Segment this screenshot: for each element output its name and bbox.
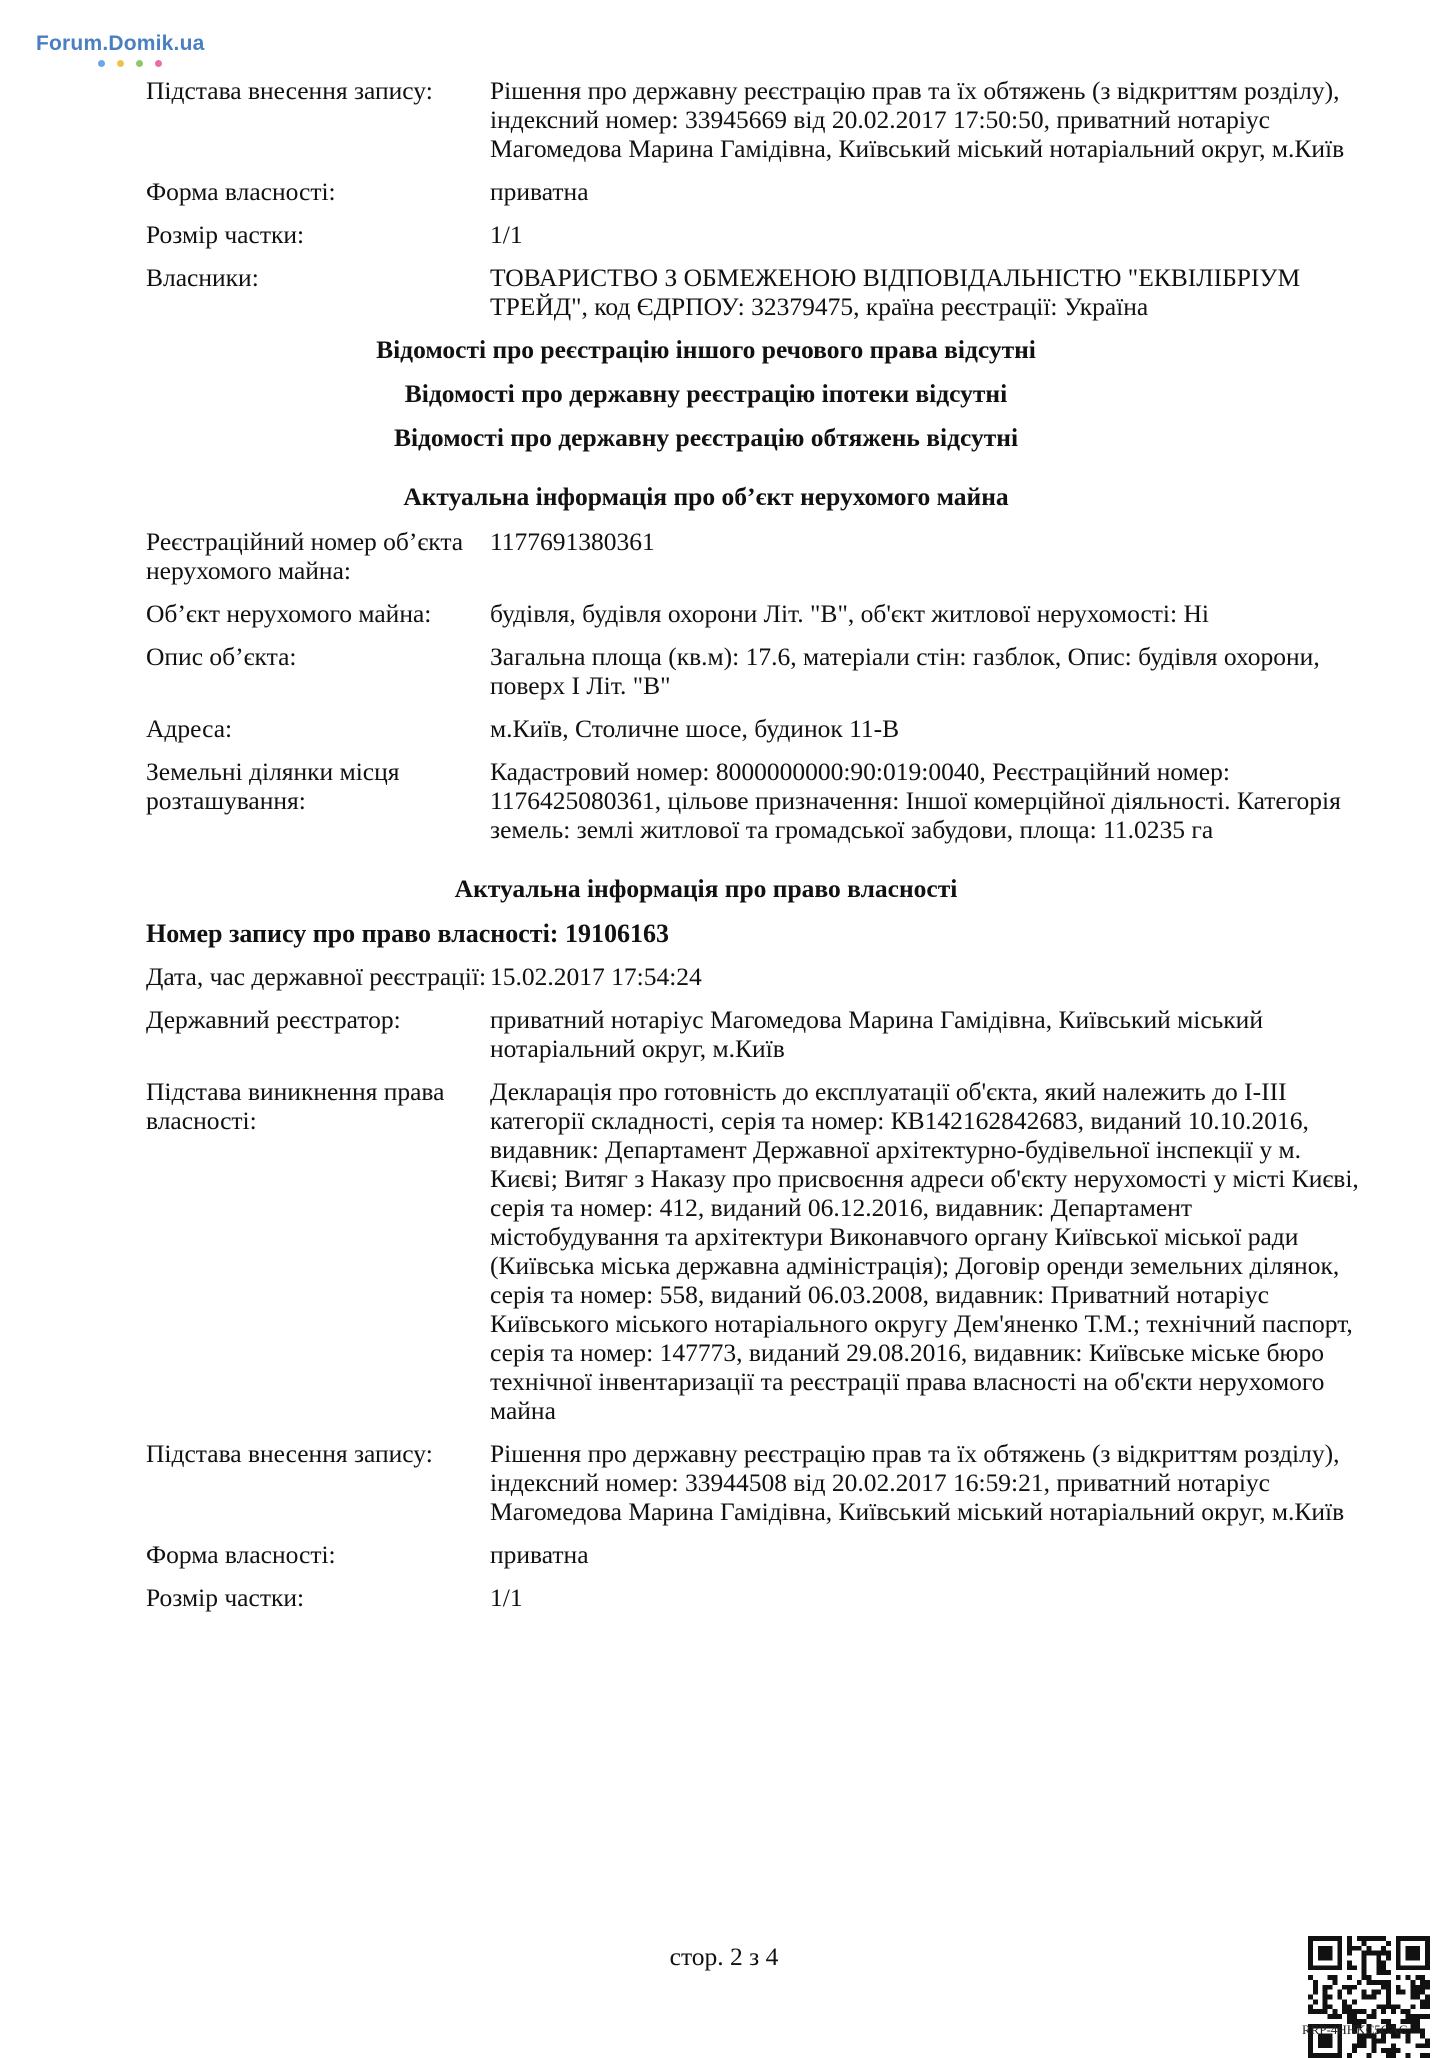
object-section-title: Актуальна інформація про об’єкт нерухомого майна [403,482,1009,511]
field-value: ТОВАРИСТВО З ОБМЕЖЕНОЮ ВІДПОВІДАЛЬНІСТЮ "ЕКВІЛІБРІУМ ТРЕЙД", код ЄДРПОУ: 32379475, країна реєстрації: Україна [490,263,1301,321]
field-value: приватна [490,177,589,206]
field-value: 1/1 [490,220,523,249]
page-number: стор. 2 з 4 [669,1942,779,1971]
field-label: Розмір частки: [146,1583,305,1612]
field-row [146,642,1366,700]
watermark-dot [117,60,124,67]
ownership-section [146,962,1366,1612]
field-value: будівля, будівля охорони Літ. "В", об'єкт житлової нерухомості: Ні [490,599,1209,628]
field-value: приватна [490,1540,589,1569]
field-label: Адреса: [146,714,233,743]
field-label: Дата, час державної реєстрації: [146,962,487,991]
field-row [146,757,1366,844]
object-section [146,527,1366,844]
field-value: 1/1 [490,1583,523,1612]
field-label: Державний реєстратор: [146,1005,401,1034]
field-value: Рішення про державну реєстрацію прав та їх обтяжень (з відкриттям розділу), індексний номер: 33945669 від 20.02.2017 17:50:50, приватний нотаріус Магомедова Марина Гамідівна, Київський міський нотаріальний округ, м.Київ [490,76,1345,163]
field-value: Декларація про готовність до експлуатації об'єкта, який належить до І-ІІІ категорії складності, серія та номер: КВ142162842683, виданий 10.10.2016, видавник: Департамент Державної архітектурно-будівельної інспекції у м. Києві; Витяг з Наказу про присвоєння адреси об'єкту нерухомості у місті Києві, серія та номер: 412, виданий 06.12.2016, видавник: Департамент містобудування та архітектури Виконавчого органу Київської міської ради (Київська міська державна адміністрація); Договір оренди земельних ділянок, серія та номер: 558, виданий 06.03.2008, видавник: Приватний нотаріус Київського міського нотаріального округу Дем'яненко Т.М.; технічний паспорт, серія та номер: 147773, виданий 29.08.2016, видавник: Київське міське бюро технічної інвентаризації та реєстрації права власності на об'єкти нерухомого майна [490,1077,1359,1425]
field-row [146,1077,1366,1425]
field-label: Розмір частки: [146,220,305,249]
field-row [146,263,1366,321]
field-row [146,1439,1366,1526]
watermark-dot [136,60,143,67]
notice-mortgage: Відомості про державну реєстрацію іпотеки відсутні [404,379,1008,408]
field-label: Підстава внесення запису: [146,1439,433,1468]
document-code: RRP-4HHKC5CAC [1302,2022,1408,2037]
ownership-section-title: Актуальна інформація про право власності [454,874,958,903]
field-row [146,962,1366,991]
watermark-dot [155,60,162,67]
field-value: Рішення про державну реєстрацію прав та їх обтяжень (з відкриттям розділу), індексний номер: 33944508 від 20.02.2017 16:59:21, приватний нотаріус Магомедова Марина Гамідівна, Київський міський нотаріальний округ, м.Київ [490,1439,1345,1526]
field-row [146,527,1366,585]
field-row [146,1540,1366,1569]
field-row [146,714,1366,743]
field-value: м.Київ, Столичне шосе, будинок 11-В [490,714,900,743]
watermark-logo: Forum.Domik.ua [36,32,205,55]
watermark-dots [98,60,162,67]
field-label: Об’єкт нерухомого майна: [146,599,432,628]
field-label: Підстава виникнення права власності: [146,1077,445,1135]
field-value: Кадастровий номер: 8000000000:90:019:0040, Реєстраційний номер: 1176425080361, цільове призначення: Іншої комерційної діяльності. Категорія земель: землі житлової та громадської забудови, площа: 11.0235 га [490,757,1341,844]
field-row [146,599,1366,628]
field-label: Реєстраційний номер об’єкта нерухомого майна: [146,527,464,585]
field-label: Земельні ділянки місця розташування: [146,757,400,815]
field-row [146,1583,1366,1612]
field-row [146,76,1366,163]
document-body [146,76,1366,1626]
field-value: приватний нотаріус Магомедова Марина Гамідівна, Київський міський нотаріальний округ, м.Київ [490,1005,1263,1063]
field-label: Форма власності: [146,1540,336,1569]
field-row [146,177,1366,206]
ownership-block-previous [146,76,1366,321]
notice-encumbrances: Відомості про державну реєстрацію обтяжень відсутні [393,423,1019,452]
field-label: Власники: [146,263,259,292]
field-label: Підстава внесення запису: [146,76,433,105]
field-row [146,220,1366,249]
field-value: 15.02.2017 17:54:24 [490,962,702,991]
field-value: 1177691380361 [490,527,655,556]
field-label: Форма власності: [146,177,336,206]
field-label: Опис об’єкта: [146,642,297,671]
ownership-record-number: Номер запису про право власності: 19106163 [146,919,669,948]
field-row [146,1005,1366,1063]
notice-other-rights: Відомості про реєстрацію іншого речового права відсутні [376,335,1036,364]
qr-code-icon [1308,1936,1430,2058]
field-value: Загальна площа (кв.м): 17.6, матеріали стін: газблок, Опис: будівля охорони, поверх І Літ. "В" [490,642,1320,700]
watermark-dot [98,60,105,67]
